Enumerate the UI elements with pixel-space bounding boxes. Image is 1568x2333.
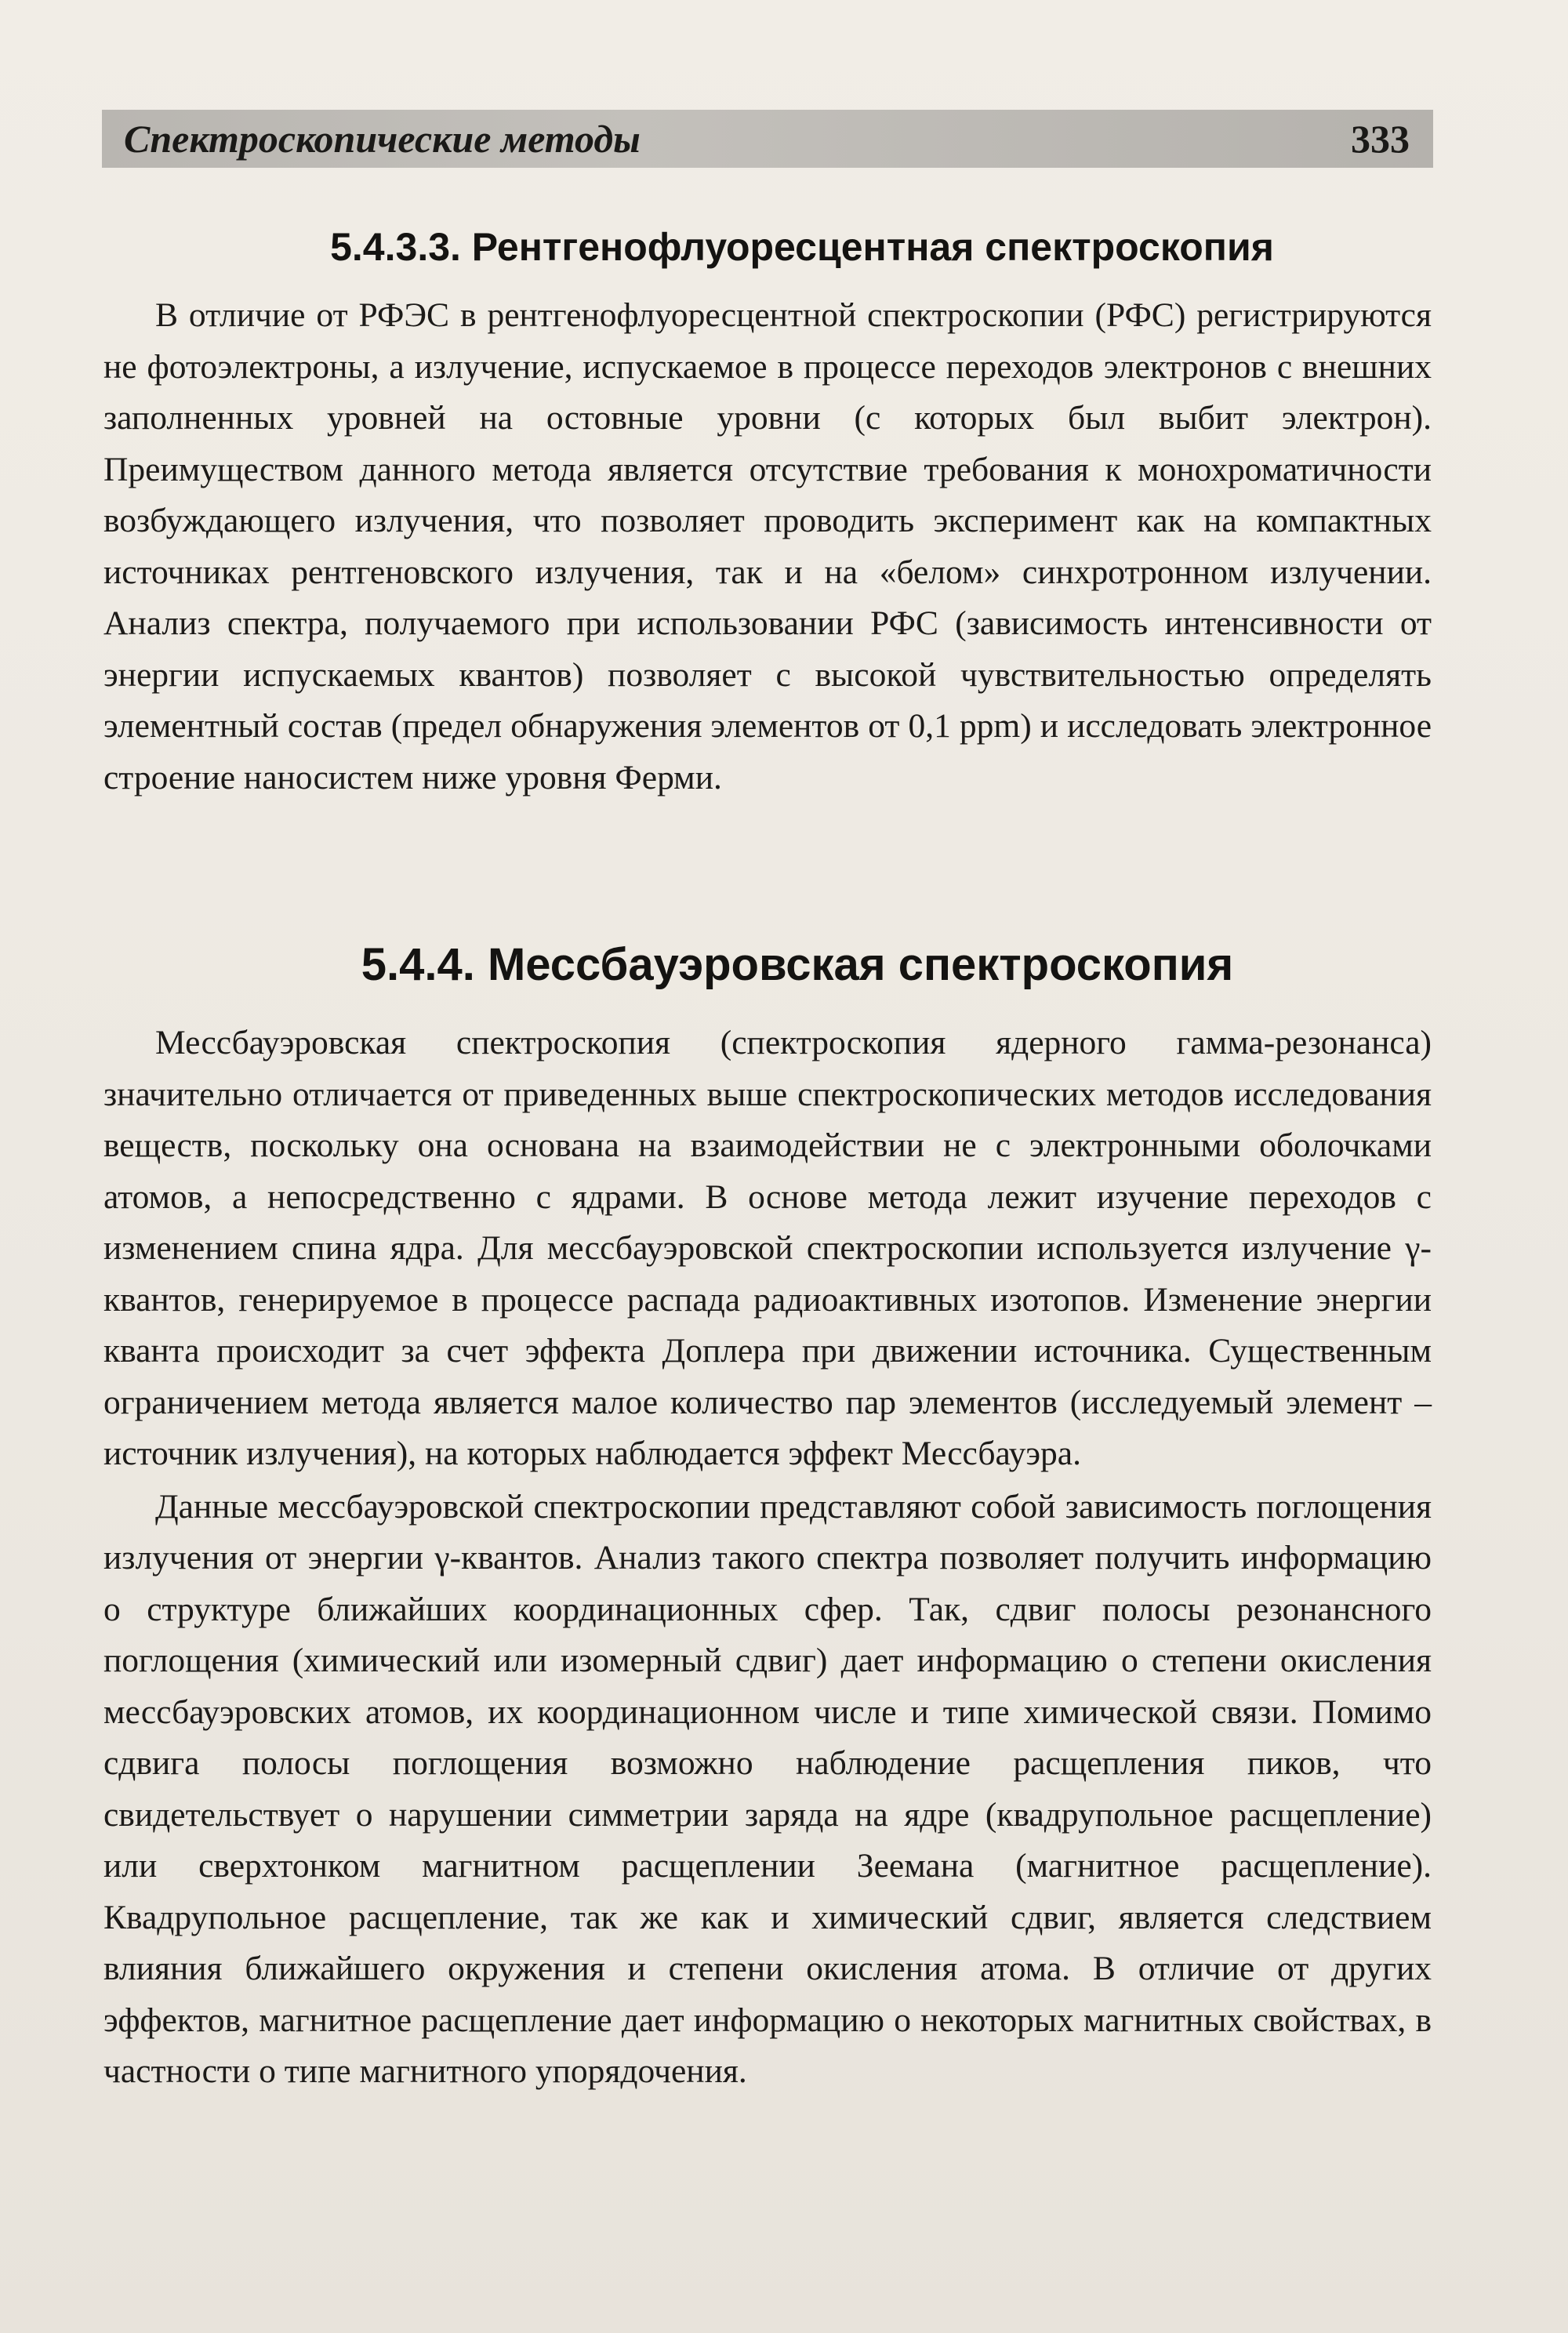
section-heading-5-4-3-3: 5.4.3.3. Рентгенофлуоресцентная спектроскопия [330,225,1274,269]
paragraph: В отличие от РФЭС в рентгенофлуоресцентной спектроскопии (РФС) регистрируются не фотоэлектроны, а излучение, испускаемое в процессе переходов электронов с внешних заполненных уровней на остовные уровни (с которых был выбит электрон). Преимуществом данного метода является отсутствие требования к монохроматичности возбуждающего излучения, что позволяет проводить эксперимент как на компактных источниках рентгеновского излучения, так и на «белом» синхротронном излучении. Анализ спектра, получаемого при использовании РФС (зависимость интенсивности от энергии испускаемых квантов) позволяет с высокой чувствительностью определять элементный состав (предел обнаружения элементов от 0,1 ppm) и исследовать электронное строение наносистем ниже уровня Ферми. [103,296,1432,796]
section-heading-5-4-4: 5.4.4. Мессбауэровская спектроскопия [361,939,1234,990]
paragraph: Мессбауэровская спектроскопия (спектроскопия ядерного гамма-резонанса) значительно отличается от приведенных выше спектроскопических методов исследования веществ, поскольку она основана на взаимодействии не с электронными оболочками атомов, а непосредственно с ядрами. В основе метода лежит изучение переходов с изменением спина ядра. Для мессбауэровской спектроскопии используется излучение γ-квантов, генерируемое в процессе распада радиоактивных изотопов. Изменение энергии кванта происходит за счет эффекта Доплера при движении источника. Существенным ограничением метода является малое количество пар элементов (исследуемый элемент – источник излучения), на которых наблюдается эффект Мессбауэра. [103,1024,1432,1472]
running-head-title: Спектроскопические методы [124,117,641,161]
paragraph: Данные мессбауэровской спектроскопии представляют собой зависимость поглощения излучения от энергии γ-квантов. Анализ такого спектра позволяет получить информацию о структуре ближайших координационных сфер. Так, сдвиг полосы резонансного поглощения (химический или изомерный сдвиг) дает информацию о степени окисления мессбауэровских атомов, их координационном числе и типе химической связи. Помимо сдвига полосы поглощения возможно наблюдение расщепления пиков, что свидетельствует о нарушении симметрии заряда на ядре (квадрупольное расщепление) или сверхтонком магнитном расщеплении Зеемана (магнитное расщепление). Квадрупольное расщепление, так же как и химический сдвиг, является следствием влияния ближайшего окружения и степени окисления атома. В отличие от других эффектов, магнитное расщепление дает информацию о некоторых магнитных свойствах, в частности о типе магнитного упорядочения. [103,1487,1432,2090]
section-body-5-4-4 [103,1018,1432,2098]
page-number: 333 [1351,117,1410,161]
running-head [102,110,1433,168]
section-body-5-4-3-3 [103,290,1432,804]
